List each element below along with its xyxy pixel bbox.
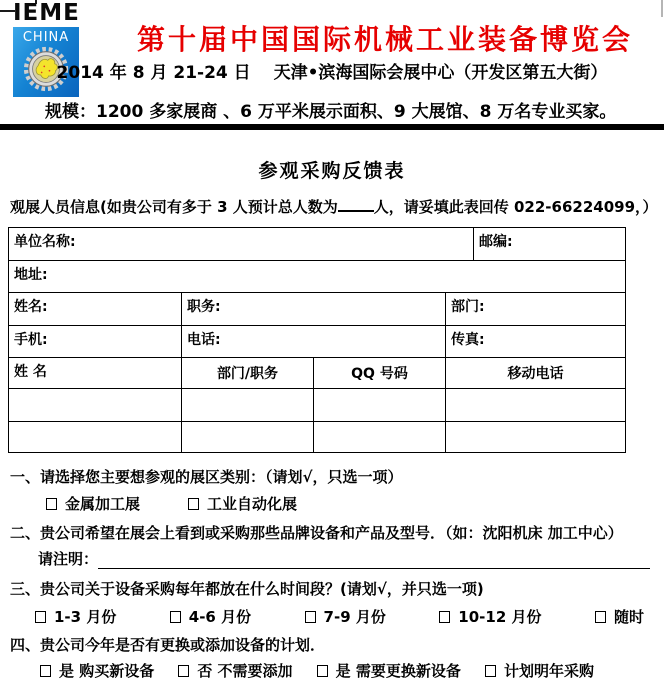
position-label: 职务: xyxy=(187,299,221,315)
roster-header-row xyxy=(9,358,626,389)
note-blank[interactable] xyxy=(98,553,650,569)
name-cell[interactable] xyxy=(9,293,182,326)
postcode-label: 邮编: xyxy=(479,234,513,250)
department-label: 部门: xyxy=(451,299,485,315)
roster-header-dept: 部门/职务 xyxy=(182,358,314,389)
option-label: 7-9 月份 xyxy=(323,608,386,626)
section-four-heading: 四、贵公司今年是否有更换或添加设备的计划． xyxy=(10,636,326,654)
roster-cell[interactable] xyxy=(9,422,182,453)
roster-cell[interactable] xyxy=(446,389,626,422)
fax-cell[interactable] xyxy=(446,326,626,358)
department-cell[interactable] xyxy=(446,293,626,326)
form-title: 参观采购反馈表 xyxy=(258,160,406,182)
crop-mark-right xyxy=(661,0,663,17)
option-q1 xyxy=(35,606,116,627)
company-name-label: 单位名称: xyxy=(14,234,76,250)
expo-title: 第十届中国国际机械工业装备博览会 xyxy=(136,23,633,56)
checkbox-no-need[interactable] xyxy=(178,665,189,677)
table-row xyxy=(9,261,626,293)
option-buy-new xyxy=(40,660,154,681)
mobile-label: 手机: xyxy=(14,332,48,348)
expo-date-line: 2014 年 8 月 21-24 日 天津•滨海国际会展中心（开发区第五大街） xyxy=(56,63,608,83)
roster-row xyxy=(9,389,626,422)
roster-header-mobile: 移动电话 xyxy=(446,358,626,389)
checkbox-q2[interactable] xyxy=(170,611,181,623)
section-four-options xyxy=(40,660,594,681)
option-label: 否 不需要添加 xyxy=(197,662,293,680)
table-row xyxy=(9,228,626,261)
contact-info-table xyxy=(8,227,626,453)
headcount-blank[interactable] xyxy=(338,198,374,212)
postcode-cell[interactable] xyxy=(474,228,626,261)
roster-row xyxy=(9,422,626,453)
company-name-cell[interactable] xyxy=(9,228,474,261)
logo-country-text: CHINA xyxy=(22,30,70,45)
expo-scale-line: 规模：1200 多家展商 、6 万平米展示面积、9 大展馆、8 万名专业买家。 xyxy=(45,102,617,122)
checkbox-anytime[interactable] xyxy=(595,611,606,623)
name-label: 姓名: xyxy=(14,299,48,315)
section-one-heading: 一、请选择您主要想参观的展区类别：（请划√，只选一项） xyxy=(10,468,403,486)
intro-line xyxy=(10,196,658,217)
option-label: 金属加工展 xyxy=(65,495,141,513)
roster-cell[interactable] xyxy=(446,422,626,453)
logo-brand-text: IEME xyxy=(13,0,80,26)
table-row xyxy=(9,293,626,326)
option-label: 计划明年采购 xyxy=(503,662,594,680)
option-metalworking xyxy=(46,493,140,514)
header-divider xyxy=(0,124,664,130)
checkbox-q3[interactable] xyxy=(305,611,316,623)
section-two-heading: 二、贵公司希望在展会上看到或采购那些品牌设备和产品及型号．（如：沈阳机床 加工中心） xyxy=(10,524,623,542)
address-cell[interactable] xyxy=(9,261,626,293)
option-no-need xyxy=(178,660,292,681)
checkbox-q4[interactable] xyxy=(439,611,450,623)
checkbox-buy-new[interactable] xyxy=(40,665,51,677)
option-label: 是 需要更换新设备 xyxy=(335,662,461,680)
option-industrial-automation xyxy=(188,493,297,514)
section-three-heading: 三、贵公司关于设备采购每年都放在什么时间段？(请划√，并只选一项) xyxy=(10,580,484,598)
checkbox-metalworking[interactable] xyxy=(46,498,57,510)
phone-cell[interactable] xyxy=(182,326,446,358)
roster-cell[interactable] xyxy=(314,422,446,453)
roster-header-name: 姓 名 xyxy=(9,358,182,389)
intro-prefix: 观展人员信息(如贵公司有多于 3 人预计总人数为 xyxy=(10,198,338,216)
checkbox-industrial-automation[interactable] xyxy=(188,498,199,510)
section-two-note xyxy=(38,548,650,569)
address-label: 地址: xyxy=(14,267,48,283)
option-label: 是 购买新设备 xyxy=(59,662,155,680)
option-anytime xyxy=(595,606,644,627)
option-next-year xyxy=(485,660,594,681)
checkbox-q1[interactable] xyxy=(35,611,46,623)
roster-cell[interactable] xyxy=(9,389,182,422)
option-label: 工业自动化展 xyxy=(207,495,298,513)
phone-label: 电话: xyxy=(187,332,221,348)
option-q3 xyxy=(305,606,386,627)
option-q4 xyxy=(439,606,541,627)
section-one-options xyxy=(46,493,297,514)
option-label: 10-12 月份 xyxy=(458,608,542,626)
roster-header-qq: QQ 号码 xyxy=(314,358,446,389)
roster-cell[interactable] xyxy=(314,389,446,422)
note-label: 请注明： xyxy=(38,550,99,568)
option-replace xyxy=(317,660,461,681)
roster-cell[interactable] xyxy=(182,389,314,422)
fax-label: 传真: xyxy=(451,332,485,348)
mobile-cell[interactable] xyxy=(9,326,182,358)
checkbox-replace[interactable] xyxy=(317,665,328,677)
option-label: 1-3 月份 xyxy=(54,608,117,626)
option-label: 4-6 月份 xyxy=(188,608,252,626)
section-three-options xyxy=(35,606,644,627)
intro-suffix: 人，请妥填此表回传 022-66224099，） xyxy=(373,198,658,216)
position-cell[interactable] xyxy=(182,293,446,326)
option-label: 随时 xyxy=(613,608,644,626)
roster-cell[interactable] xyxy=(182,422,314,453)
table-row xyxy=(9,326,626,358)
checkbox-next-year[interactable] xyxy=(485,665,496,677)
option-q2 xyxy=(170,606,251,627)
